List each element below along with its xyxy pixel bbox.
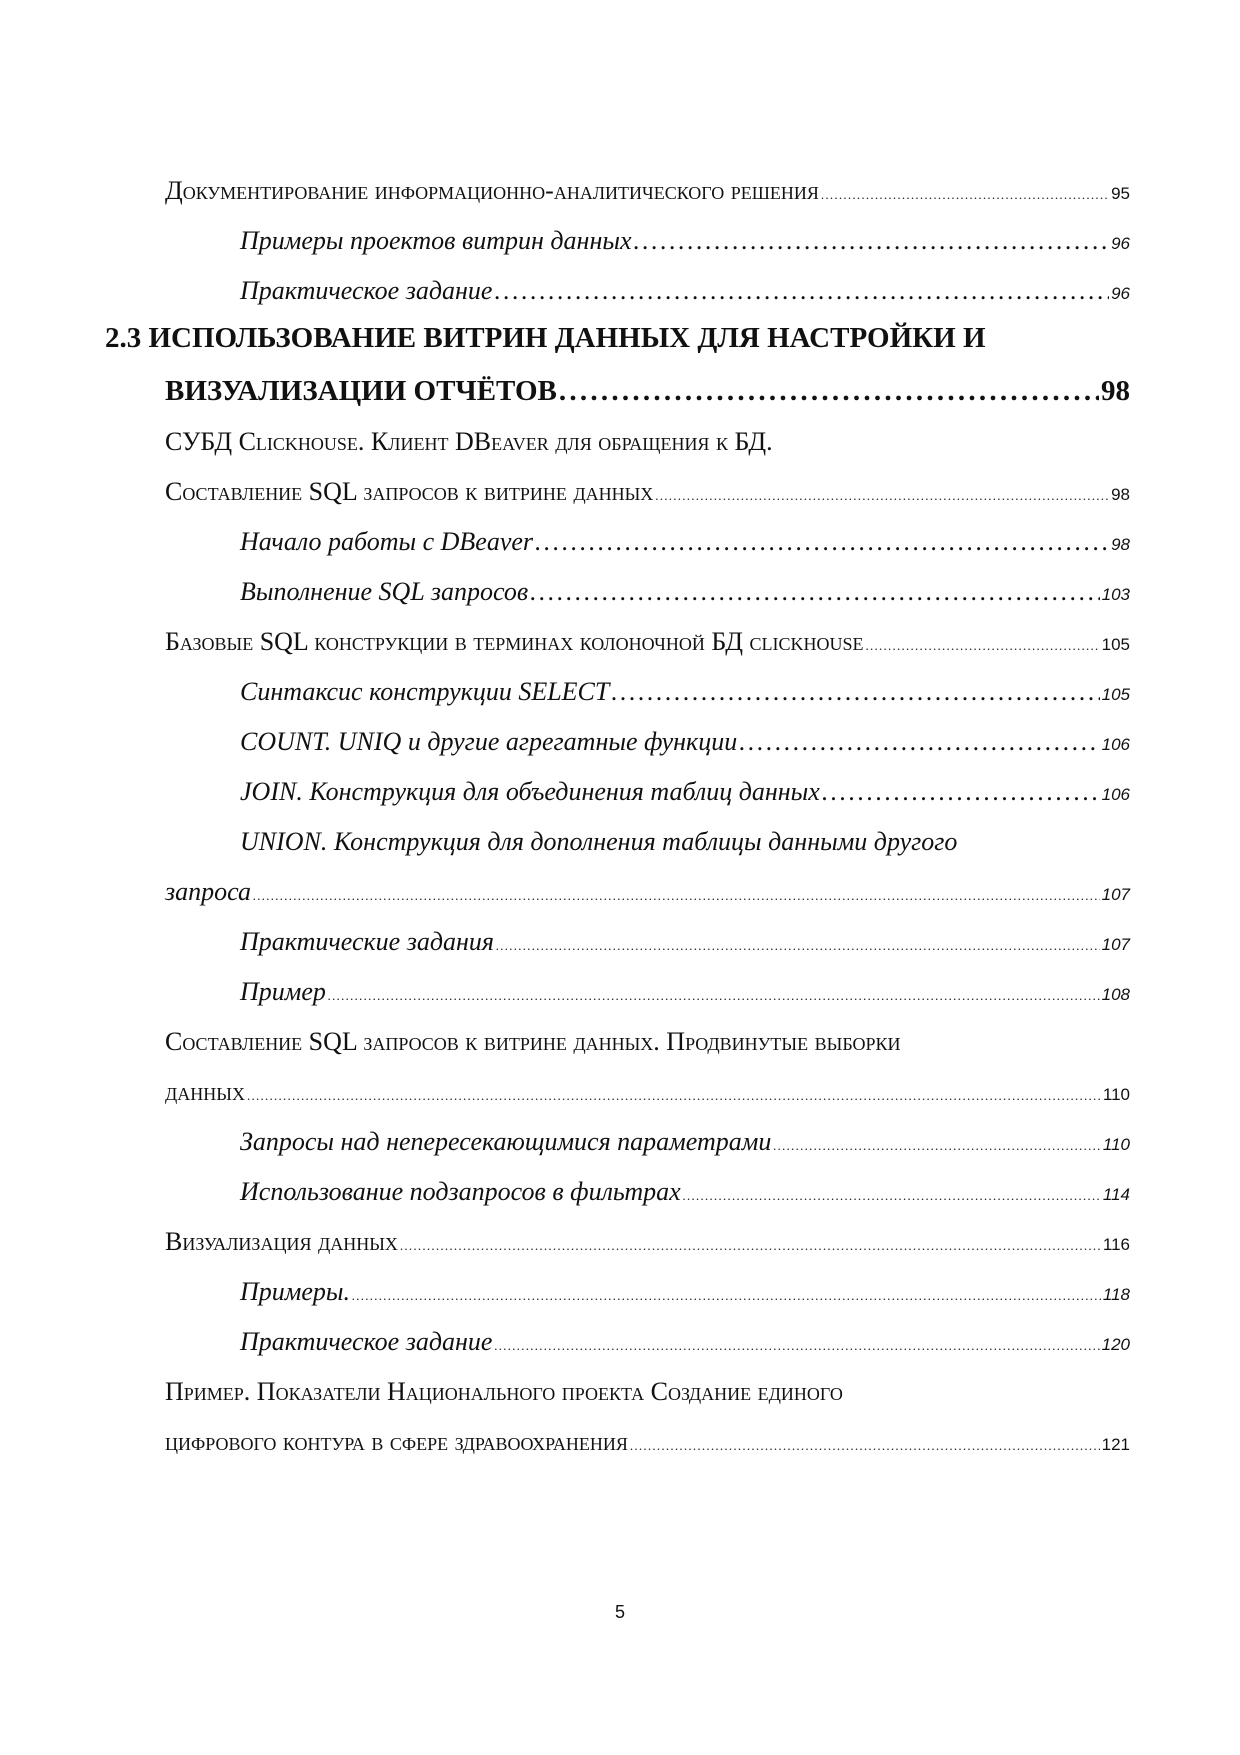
- dot-leader: [611, 677, 1099, 707]
- toc-page-number: 106: [1101, 785, 1130, 804]
- toc-entry[interactable]: [240, 1327, 1130, 1357]
- toc-entry[interactable]: [165, 1077, 1130, 1107]
- toc-entry[interactable]: [240, 226, 1130, 256]
- toc-entry[interactable]: [165, 877, 1130, 907]
- toc-entry-title: Практическое задание: [240, 276, 493, 305]
- toc-page-number: 107: [1101, 885, 1130, 904]
- toc-page-number: 98: [1101, 375, 1130, 407]
- toc-entry[interactable]: [165, 1227, 1130, 1257]
- toc-entry-title: Выполнение SQL запросов: [240, 577, 529, 606]
- dot-leader: [253, 877, 1100, 907]
- dot-leader: [559, 375, 1099, 408]
- toc-entry[interactable]: [240, 527, 1130, 557]
- toc-entry-title: данных: [165, 1077, 245, 1106]
- dot-leader: [494, 276, 1109, 306]
- toc-entry[interactable]: [165, 477, 1130, 507]
- toc-page-number: 110: [1102, 1135, 1130, 1154]
- toc-entry-title[interactable]: UNION. Конструкция для дополнения таблицы данными другого: [240, 827, 958, 856]
- toc-entry-title[interactable]: Составление SQL запросов к витрине данных. Продвинутые выборки: [165, 1027, 901, 1056]
- toc-entry-title: JOIN. Конструкция для объединения таблиц данных: [240, 777, 820, 806]
- dot-leader: [535, 527, 1109, 557]
- dot-leader: [773, 1127, 1101, 1157]
- toc-page-number: 116: [1102, 1235, 1130, 1254]
- toc-entry[interactable]: [240, 276, 1130, 306]
- toc-page-number: 120: [1101, 1335, 1130, 1354]
- toc-entry-title[interactable]: Пример. Показатели Национального проекта Создание единого: [165, 1377, 843, 1406]
- toc-page-number: 103: [1101, 585, 1130, 604]
- dot-leader: [247, 1077, 1101, 1107]
- toc-entry[interactable]: [240, 1177, 1130, 1207]
- toc-entry[interactable]: [165, 176, 1130, 206]
- toc-page-number: 96: [1111, 284, 1130, 303]
- toc-page-number: 98: [1111, 485, 1130, 504]
- dot-leader: [496, 927, 1100, 957]
- toc-entry-title: Практическое задание: [240, 1327, 493, 1356]
- toc-page-number: 107: [1101, 935, 1130, 954]
- toc-section-heading[interactable]: 2.3 ИСПОЛЬЗОВАНИЕ ВИТРИН ДАННЫХ ДЛЯ НАСТРОЙКИ И: [105, 322, 986, 354]
- toc-entry-title: COUNT. UNIQ и другие агрегатные функции: [240, 727, 738, 756]
- toc-entry-title[interactable]: СУБД Clickhouse. Клиент DBeaver для обращения к БД.: [165, 427, 773, 456]
- toc-entry[interactable]: [165, 375, 1130, 408]
- toc-entry-title: Начало работы с DBeaver: [240, 527, 534, 556]
- toc-entry-title: Синтаксис конструкции SELECT: [240, 677, 610, 706]
- toc-entry-title: цифрового контура в сфере здравоохранения: [165, 1427, 628, 1456]
- toc-page-number: 108: [1101, 985, 1130, 1004]
- dot-leader: [683, 1177, 1101, 1207]
- toc-page-number: 98: [1111, 535, 1130, 554]
- toc-entry[interactable]: [240, 727, 1130, 757]
- toc-page-number: 96: [1111, 234, 1130, 253]
- toc-page-number: 121: [1101, 1435, 1130, 1454]
- dot-leader: [821, 176, 1109, 206]
- toc-entry-title: Базовые SQL конструкции в терминах колоночной БД clickhouse: [165, 627, 864, 656]
- toc-page-number: 106: [1101, 735, 1130, 754]
- toc-entry[interactable]: [165, 1427, 1130, 1457]
- dot-leader: [352, 1277, 1101, 1307]
- toc-page-number: 114: [1102, 1185, 1130, 1204]
- toc-entry[interactable]: [240, 927, 1130, 957]
- dot-leader: [494, 1327, 1099, 1357]
- dot-leader: [822, 777, 1100, 807]
- toc-page-number: 110: [1102, 1085, 1130, 1104]
- toc-page-number: 118: [1102, 1285, 1130, 1304]
- dot-leader: [400, 1227, 1101, 1257]
- toc-entry[interactable]: [240, 777, 1130, 807]
- dot-leader: [634, 226, 1110, 256]
- toc-page-number: 105: [1101, 685, 1130, 704]
- toc-entry-title: ВИЗУАЛИЗАЦИИ ОТЧЁТОВ: [165, 375, 557, 407]
- page-number: 5: [614, 1602, 625, 1622]
- dot-leader: [866, 627, 1100, 657]
- toc-entry-title: Использование подзапросов в фильтрах: [240, 1177, 681, 1206]
- toc-entry[interactable]: [240, 1277, 1130, 1307]
- toc-entry-title: Запросы над непересекающимися параметрами: [240, 1127, 772, 1156]
- toc-entry-title: Практические задания: [240, 927, 494, 956]
- toc-entry[interactable]: [240, 977, 1130, 1007]
- toc-entry-title: Документирование информационно-аналитического решения: [165, 176, 819, 205]
- toc-entry[interactable]: [240, 577, 1130, 607]
- dot-leader: [630, 1427, 1100, 1457]
- toc-entry-title: Примеры.: [240, 1277, 351, 1306]
- dot-leader: [739, 727, 1099, 757]
- dot-leader: [328, 977, 1100, 1007]
- toc-entry[interactable]: [240, 1127, 1130, 1157]
- toc-entry[interactable]: [240, 677, 1130, 707]
- toc-entry[interactable]: [165, 627, 1130, 657]
- toc-entry-title: запроса: [165, 877, 252, 906]
- toc-entry-title: Пример: [240, 977, 326, 1006]
- toc-page-number: 105: [1101, 635, 1130, 654]
- dot-leader: [530, 577, 1099, 607]
- toc-entry-title: Составление SQL запросов к витрине данных: [165, 477, 654, 506]
- toc-page-number: 95: [1111, 184, 1130, 203]
- dot-leader: [655, 477, 1109, 507]
- toc-entry-title: Примеры проектов витрин данных: [240, 226, 632, 255]
- toc-entry-title: Визуализация данных: [165, 1227, 398, 1256]
